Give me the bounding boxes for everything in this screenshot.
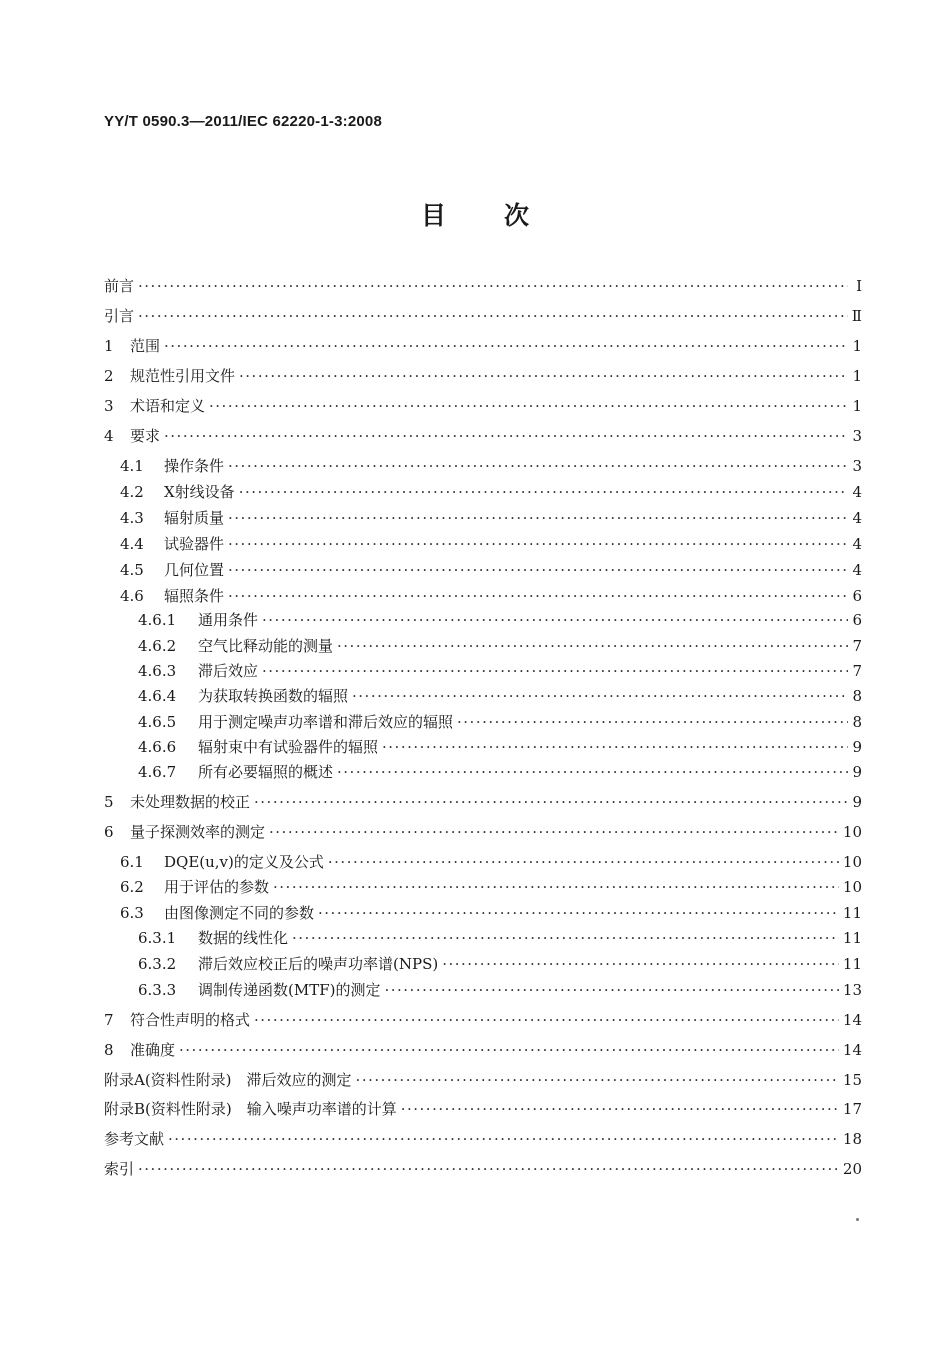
toc-entry-page: 7 <box>852 637 862 655</box>
toc-leader-dots <box>356 1071 839 1089</box>
toc-entry-number: 4.6.3 <box>138 662 177 680</box>
toc-entry-number: 4.6.1 <box>138 611 177 629</box>
toc-entry-page: 17 <box>842 1100 862 1118</box>
toc-entry-label: 附录B(资料性附录) 输入噪声功率谱的计算 <box>104 1100 397 1118</box>
toc-entry-number: 4.3 <box>120 509 144 527</box>
toc-entry-label: 术语和定义 <box>130 397 206 415</box>
toc-entry[interactable] <box>104 927 862 951</box>
toc-entry-page: 10 <box>842 823 862 841</box>
toc-entry-label: 规范性引用文件 <box>130 367 236 385</box>
toc-entry-number: 4.5 <box>120 561 144 579</box>
toc-leader-dots <box>164 427 848 445</box>
toc-entry-page: 1 <box>852 367 862 385</box>
scan-speck <box>856 1218 859 1221</box>
toc-entry[interactable] <box>104 609 862 633</box>
toc-entry-number: 4.4 <box>120 535 144 553</box>
toc-leader-dots <box>262 662 848 680</box>
toc-entry-label: 符合性声明的格式 <box>130 1011 251 1029</box>
toc-entry-number: 8 <box>104 1041 114 1059</box>
toc-entry-label: 滞后效应 <box>198 662 259 680</box>
toc-entry-page: 9 <box>852 793 862 811</box>
toc-entry-number: 4.6.2 <box>138 637 177 655</box>
toc-leader-dots <box>337 763 848 781</box>
toc-entry-label: X射线设备 <box>164 483 235 501</box>
toc-entry-page: 15 <box>842 1071 862 1089</box>
toc-leader-dots <box>273 878 839 896</box>
toc-entry-page: 8 <box>852 687 862 705</box>
toc-entry-label: 空气比释动能的测量 <box>198 637 334 655</box>
toc-entry-label: 未处理数据的校正 <box>130 793 251 811</box>
toc-entry-number: 4.6 <box>120 587 144 605</box>
toc-entry[interactable] <box>104 305 862 329</box>
toc-entry[interactable] <box>104 660 862 684</box>
toc-entry[interactable] <box>104 425 862 449</box>
toc-entry-label: 准确度 <box>130 1041 176 1059</box>
toc-entry-page: 4 <box>852 535 862 553</box>
toc-entry[interactable] <box>104 335 862 359</box>
toc-leader-dots <box>228 509 848 527</box>
toc-entry-label: 调制传递函数(MTF)的测定 <box>198 981 381 999</box>
toc-leader-dots <box>228 561 848 579</box>
toc-entry[interactable] <box>104 979 862 1003</box>
toc-entry[interactable] <box>104 1158 862 1182</box>
toc-entry-label: 参考文献 <box>104 1130 165 1148</box>
toc-leader-dots <box>239 483 848 501</box>
document-header: YY/T 0590.3—2011/IEC 62220-1-3:2008 <box>104 113 383 130</box>
toc-entry-page: Ⅰ <box>856 277 862 295</box>
toc-entry-page: 3 <box>852 457 862 475</box>
toc-entry-number: 4 <box>104 427 114 445</box>
toc-leader-dots <box>328 853 839 871</box>
toc-entry-number: 6.3.1 <box>138 929 177 947</box>
toc-leader-dots <box>262 611 848 629</box>
toc-entry-page: 8 <box>852 713 862 731</box>
toc-leader-dots <box>318 904 839 922</box>
toc-entry-number: 6 <box>104 823 114 841</box>
toc-entry-label: 要求 <box>130 427 161 445</box>
toc-entry-label: 滞后效应校正后的噪声功率谱(NPS) <box>198 955 439 973</box>
toc-leader-dots <box>254 793 848 811</box>
toc-entry-label: 操作条件 <box>164 457 225 475</box>
toc-entry[interactable] <box>104 685 862 709</box>
toc-entry-label: 范围 <box>130 337 161 355</box>
toc-leader-dots <box>164 337 848 355</box>
toc-entry-page: 6 <box>852 587 862 605</box>
toc-leader-dots <box>254 1011 839 1029</box>
toc-entry[interactable] <box>104 559 862 583</box>
toc-entry-label: 前言 <box>104 277 135 295</box>
toc-leader-dots <box>179 1041 839 1059</box>
toc-entry-label: 几何位置 <box>164 561 225 579</box>
toc-entry-label: 量子探测效率的测定 <box>130 823 266 841</box>
toc-leader-dots <box>401 1100 839 1118</box>
toc-entry[interactable] <box>104 876 862 900</box>
toc-entry-page: 7 <box>852 662 862 680</box>
toc-leader-dots <box>382 738 848 756</box>
toc-entry-label: 试验器件 <box>164 535 225 553</box>
toc-entry[interactable] <box>104 533 862 557</box>
toc-entry-page: 14 <box>842 1041 862 1059</box>
toc-entry-number: 4.6.5 <box>138 713 177 731</box>
toc-entry-page: 11 <box>842 955 862 973</box>
toc-entry[interactable] <box>104 1009 862 1033</box>
page-title: 目次 <box>420 201 587 230</box>
toc-entry[interactable] <box>104 365 862 389</box>
toc-leader-dots <box>442 955 839 973</box>
toc-entry[interactable] <box>104 507 862 531</box>
toc-entry-page: 6 <box>852 611 862 629</box>
toc-entry-page: Ⅱ <box>851 307 862 325</box>
toc-entry[interactable] <box>104 635 862 659</box>
toc-entry-page: 1 <box>852 337 862 355</box>
toc-entry-page: 13 <box>842 981 862 999</box>
toc-entry[interactable] <box>104 1069 862 1093</box>
toc-entry-page: 1 <box>852 397 862 415</box>
toc-entry[interactable] <box>104 275 862 299</box>
toc-entry[interactable] <box>104 1128 862 1152</box>
toc-entry[interactable] <box>104 791 862 815</box>
toc-entry[interactable] <box>104 395 862 419</box>
toc-entry-number: 4.6.7 <box>138 763 177 781</box>
toc-leader-dots <box>269 823 839 841</box>
toc-leader-dots <box>228 535 848 553</box>
toc-entry-page: 18 <box>842 1130 862 1148</box>
toc-entry-label: 索引 <box>104 1160 135 1178</box>
toc-entry-page: 4 <box>852 561 862 579</box>
toc-entry[interactable] <box>104 1098 862 1122</box>
toc-entry-page: 9 <box>852 738 862 756</box>
toc-entry-page: 4 <box>852 483 862 501</box>
toc-entry[interactable] <box>104 953 862 977</box>
toc-entry-number: 2 <box>104 367 114 385</box>
toc-leader-dots <box>228 587 848 605</box>
toc-entry-page: 9 <box>852 763 862 781</box>
toc-entry-page: 20 <box>842 1160 862 1178</box>
toc-leader-dots <box>209 397 848 415</box>
toc-entry-label: 所有必要辐照的概述 <box>198 763 334 781</box>
toc-entry-label: 用于测定噪声功率谱和滞后效应的辐照 <box>198 713 454 731</box>
toc-entry-number: 6.2 <box>120 878 144 896</box>
toc-entry-label: 辐射束中有试验器件的辐照 <box>198 738 379 756</box>
toc-entry[interactable] <box>104 761 862 785</box>
toc-entry-number: 6.3.2 <box>138 955 177 973</box>
toc-entry[interactable] <box>104 711 862 735</box>
toc-entry-label: 通用条件 <box>198 611 259 629</box>
toc-leader-dots <box>228 457 848 475</box>
toc-leader-dots <box>239 367 848 385</box>
toc-entry[interactable] <box>104 821 862 845</box>
toc-entry-label: 辐射质量 <box>164 509 225 527</box>
toc-entry-number: 7 <box>104 1011 114 1029</box>
toc-entry-number: 6.1 <box>120 853 144 871</box>
toc-entry-number: 4.2 <box>120 483 144 501</box>
toc-entry-page: 11 <box>842 929 862 947</box>
toc-entry-page: 3 <box>852 427 862 445</box>
toc-entry-label: 为获取转换函数的辐照 <box>198 687 349 705</box>
toc-entry-number: 6.3.3 <box>138 981 177 999</box>
toc-leader-dots <box>384 981 838 999</box>
toc-entry[interactable] <box>104 585 862 609</box>
toc-entry[interactable] <box>104 851 862 875</box>
toc-entry-label: DQE(u,v)的定义及公式 <box>164 853 324 871</box>
toc-entry-label: 引言 <box>104 307 135 325</box>
toc-leader-dots <box>292 929 839 947</box>
toc-leader-dots <box>138 1160 839 1178</box>
toc-entry-page: 10 <box>842 853 862 871</box>
toc-entry[interactable] <box>104 902 862 926</box>
toc-entry-page: 4 <box>852 509 862 527</box>
toc-entry-label: 辐照条件 <box>164 587 225 605</box>
toc-entry-number: 3 <box>104 397 114 415</box>
toc-entry-label: 由图像测定不同的参数 <box>164 904 315 922</box>
toc-entry[interactable] <box>104 736 862 760</box>
toc-leader-dots <box>457 713 848 731</box>
toc-entry[interactable] <box>104 481 862 505</box>
toc-leader-dots <box>138 307 848 325</box>
toc-entry-page: 10 <box>842 878 862 896</box>
toc-entry-number: 6.3 <box>120 904 144 922</box>
toc-entry-number: 4.6.6 <box>138 738 177 756</box>
toc-entry-label: 用于评估的参数 <box>164 878 270 896</box>
toc-leader-dots <box>168 1130 839 1148</box>
toc-entry-number: 5 <box>104 793 114 811</box>
toc-leader-dots <box>138 277 848 295</box>
toc-entry[interactable] <box>104 455 862 479</box>
toc-entry-label: 数据的线性化 <box>198 929 289 947</box>
toc-entry-page: 14 <box>842 1011 862 1029</box>
toc-entry-number: 4.6.4 <box>138 687 177 705</box>
toc-entry-page: 11 <box>842 904 862 922</box>
toc-entry[interactable] <box>104 1039 862 1063</box>
toc-leader-dots <box>352 687 848 705</box>
toc-entry-label: 附录A(资料性附录) 滞后效应的测定 <box>104 1071 352 1089</box>
toc-entry-number: 4.1 <box>120 457 144 475</box>
toc-leader-dots <box>337 637 848 655</box>
toc-entry-number: 1 <box>104 337 114 355</box>
